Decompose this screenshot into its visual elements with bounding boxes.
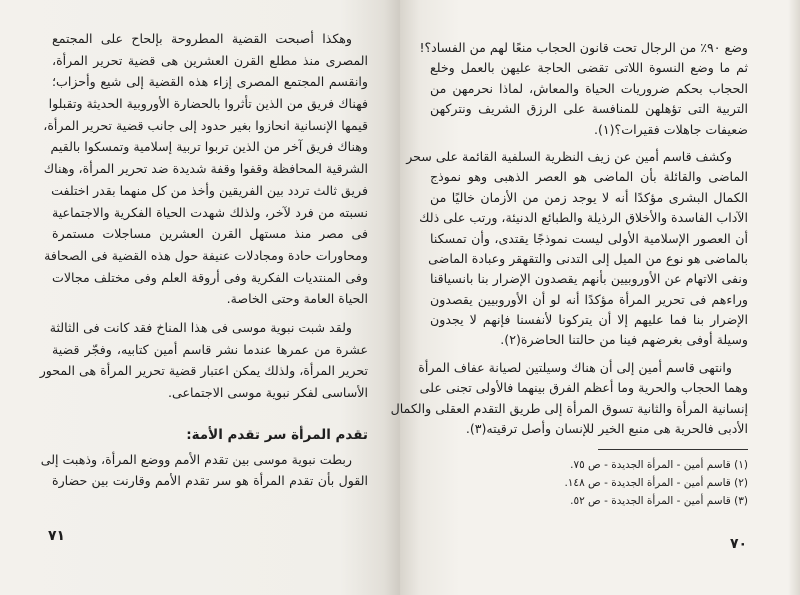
- text-line: التربية التى تؤهلهن للمنافسة على الرزق الشريف ونتركهن: [430, 101, 748, 117]
- text-line: ومحاورات حادة ومجادلات عنيفة حول هذه القضية فى الصحافة: [44, 247, 368, 263]
- text-line: تحرير المرأة، ولذلك يمكن اعتبار قضية تحرير المرأة هى المحور: [39, 363, 368, 379]
- text-line: وهناك فريق آخر من الذين تربوا تربية إسلامية وتمسكوا بالقيم: [50, 139, 368, 155]
- footnotes: [430, 456, 748, 510]
- text-line: بالماضى هو نوع من الميل إلى التدنى والتقهقر وعبادة الماضى: [428, 250, 748, 266]
- text-line: وهكذا أصبحت القضية المطروحة بإلحاح على المجتمع: [52, 31, 352, 46]
- text-line: القول بأن تقدم المرأة هو سر تقدم الأمم وقارنت بين حضارة: [52, 473, 368, 489]
- text-line: وراءهم فى تحرير المرأة مؤكدًا أنه لو أن الأوروبيين يقصدون: [430, 291, 748, 307]
- text-line: الإضرار بنا فما عليهم إلا أن يتركونا لأنفسنا فإنهم لا يجدون: [430, 312, 748, 328]
- text-line: ونفى الاتهام عن الأوروبيين بأنهم يقصدون الإضرار بنا بانسياقنا: [430, 271, 748, 287]
- paragraph: [43, 28, 368, 310]
- text-line: وانتهى قاسم أمين إلى أن هناك وسيلتين لصيانة عفاف المرأة: [418, 359, 732, 375]
- paragraph: [419, 38, 748, 140]
- text-line: ربطت نبوية موسى بين تقدم الأمم ووضع المرأة، وذهبت إلى: [40, 451, 352, 467]
- footnote: (١) قاسم أمين - المرأة الجديدة - ص ٧٥.: [570, 459, 748, 472]
- text-line: الأساسى لفكر نبوية موسى الاجتماعى.: [167, 385, 368, 400]
- paragraph: [390, 358, 748, 440]
- text-line: وفى المنتديات الفكرية وفى أروقة العلم وفى مختلف مجالات: [52, 269, 368, 285]
- text-line: الماضى والقائلة بأن الماضى هو العصر الذهبى وهو نموذج: [430, 169, 748, 185]
- text-line: الكمال البشرى مؤكدًا أنه لا يوجد زمن من الأزمان خاليًا من: [430, 189, 748, 205]
- paragraph: [39, 317, 368, 404]
- text-line: المصرى منذ مطلع القرن العشرين هى قضية تحرير المرأة،: [52, 52, 368, 68]
- text-line: الحجاب بحكم ضروريات الحياة والمعاش، لماذا نحرمهن من: [430, 80, 748, 96]
- text-line: وانقسم المجتمع المصرى إزاء هذه القضية إلى شيع وأحزاب؛: [52, 74, 368, 90]
- text-line: وسيلة أوفى بغرضهم فينا من حالتنا الحاضرة(٢).: [500, 332, 748, 348]
- text-line: وكشف قاسم أمين عن زيف النظرية السلفية القائمة على سحر: [406, 148, 732, 164]
- page-number: ٧٠: [730, 536, 748, 552]
- text-line: فريق ثالث تردد بين الفريقين وأخذ من كل منهما بقدر اختلفت: [51, 182, 368, 198]
- text-line: أن العصور الإسلامية الأولى ليست نموذجًا يقتدى، وأن تمسكنا: [430, 230, 748, 246]
- text-line: فى مصر منذ مستهل القرن العشرين مساجلات مستمرة: [52, 226, 368, 242]
- text-line: الحياة العامة وحتى الخاصة.: [226, 291, 368, 307]
- text-line: الآداب الفاسدة والأخلاق الرذيلة والطبائع الدنيئة، ورتب على ذلك: [419, 210, 748, 226]
- left-page-body: [39, 28, 368, 492]
- paragraph: [406, 147, 748, 351]
- text-line: الشرقية المحافظة وقفوا وقفة شديدة ضد تحرير المرأة، وهناك: [43, 161, 368, 177]
- footnote: (٣) قاسم أمين - المرأة الجديدة - ص ٥٢.: [570, 495, 748, 508]
- footnote: (٢) قاسم أمين - المرأة الجديدة - ص ١٤٨.: [564, 477, 748, 490]
- text-line: نسبته من فرد لآخر، ولذلك شهدت الحياة الفكرية والاجتماعية: [52, 204, 368, 220]
- text-line: وضع ٩٠٪ من الرجال تحت قانون الحجاب منعًا لهم من الفساد؟!: [419, 40, 748, 55]
- text-line: قيمها الإنسانية انحازوا بغير حدود إلى جانب قضية تحرير المرأة،: [43, 117, 368, 133]
- right-page: [390, 0, 800, 595]
- page-number: ٧١: [48, 528, 66, 544]
- footnote-divider: [598, 449, 748, 450]
- text-line: الأدبى فالحرية هى منبع الخير للإنسان وأصل ترقيته(٣).: [465, 421, 748, 437]
- text-line: وهما الحجاب والحرية وما أعظم الفرق بينهما فالأولى تجنى على: [419, 380, 748, 396]
- text-line: عشرة من عمرها عندما نشر قاسم أمين كتابيه، وفجّر قضية: [52, 341, 368, 357]
- right-page-body: [390, 38, 748, 510]
- section-heading: تقدم المرأة سر تقدم الأمة:: [186, 426, 368, 443]
- text-line: ولقد شبت نبوية موسى فى هذا المناخ فقد كانت فى الثالثة: [49, 319, 352, 335]
- text-line: ضعيفات جاهلات فقيرات؟(١).: [593, 121, 748, 137]
- text-line: فهناك فريق من الذين تأثروا بالحضارة الأوروبية الحديثة وتقبلوا: [48, 96, 368, 112]
- paragraph: [40, 449, 368, 492]
- text-line: ثم ما وضع النسوة اللاتى تقضى الحاجة عليهن بالعمل وخلع: [430, 60, 748, 76]
- text-line: إنسانية المرأة والثانية تسوق المرأة إلى طريق التقدم العقلى والكمال: [390, 400, 748, 416]
